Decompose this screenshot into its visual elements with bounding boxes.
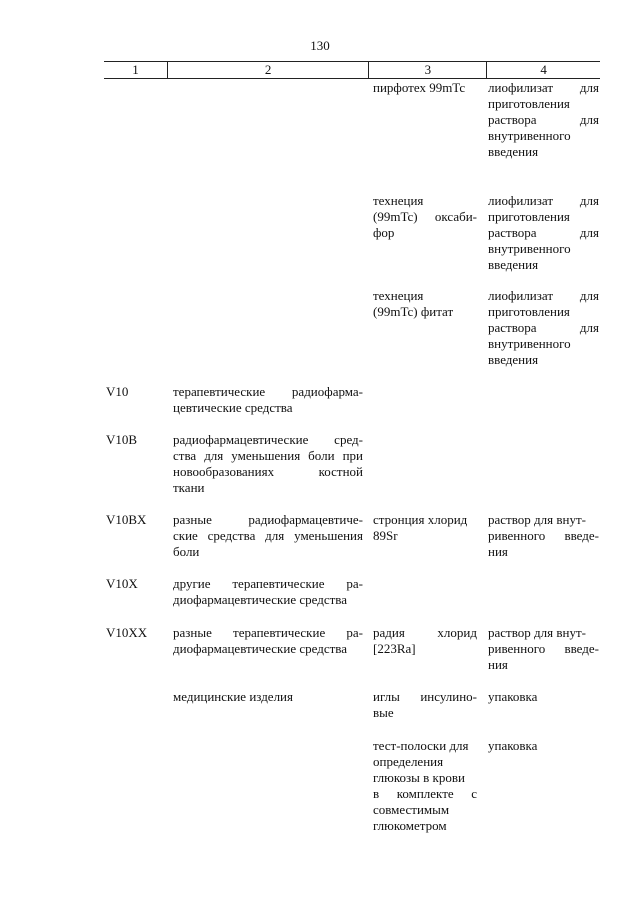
atx-code-cell bbox=[106, 576, 166, 592]
atx-code-cell bbox=[106, 625, 166, 641]
text-line: лиофилизат для bbox=[488, 80, 599, 95]
text-line: ткани bbox=[173, 480, 205, 495]
atx-code: V10XX bbox=[106, 625, 148, 640]
dosage-form-cell bbox=[488, 689, 599, 705]
text-line: ские средства для уменьшения bbox=[173, 528, 363, 543]
text-line: введения bbox=[488, 144, 539, 159]
group-name-cell bbox=[173, 512, 363, 560]
group-name-cell bbox=[173, 689, 363, 705]
table-header bbox=[104, 61, 600, 79]
text-line: введения bbox=[488, 257, 539, 272]
text-line: пирфотех 99mTc bbox=[373, 80, 466, 95]
text-line: технеция bbox=[373, 288, 424, 303]
text-line: глюкометром bbox=[373, 818, 447, 833]
text-line: раствор для внут- bbox=[488, 625, 586, 640]
text-line: упаковка bbox=[488, 738, 538, 753]
atx-code: V10 bbox=[106, 384, 129, 399]
text-line: ривенного введе- bbox=[488, 641, 599, 656]
atx-code: V10X bbox=[106, 576, 138, 591]
page-number: 130 bbox=[310, 38, 330, 53]
text-line: стронция хлорид bbox=[373, 512, 468, 527]
text-line: упаковка bbox=[488, 689, 538, 704]
text-line: внутривенного bbox=[488, 128, 571, 143]
text-line: ния bbox=[488, 544, 508, 559]
text-line: радиофармацевтические сред- bbox=[173, 432, 363, 447]
text-line: раствор для внут- bbox=[488, 512, 586, 527]
text-line: боли bbox=[173, 544, 200, 559]
atx-code-cell bbox=[106, 512, 166, 528]
text-line: терапевтические радиофарма- bbox=[173, 384, 363, 399]
text-line: вые bbox=[373, 705, 394, 720]
text-line: фор bbox=[373, 225, 395, 240]
text-line: лиофилизат для bbox=[488, 193, 599, 208]
dosage-form-cell bbox=[488, 288, 599, 368]
drug-name-cell bbox=[373, 689, 477, 721]
header-col-3: 3 bbox=[368, 62, 486, 78]
text-line: разные терапевтические ра- bbox=[173, 625, 363, 640]
text-line: введения bbox=[488, 352, 539, 367]
text-line: диофармацевтические средства bbox=[173, 641, 348, 656]
atx-code: V10BX bbox=[106, 512, 147, 527]
dosage-form-cell bbox=[488, 625, 599, 673]
header-col-2: 2 bbox=[167, 62, 369, 78]
text-line: медицинские изделия bbox=[173, 689, 293, 704]
text-line: совместимым bbox=[373, 802, 450, 817]
text-line: глюкозы в крови bbox=[373, 770, 465, 785]
header-col-4: 4 bbox=[486, 62, 600, 78]
text-line: тест-полоски для bbox=[373, 738, 469, 753]
group-name-cell bbox=[173, 384, 363, 416]
text-line: технеция bbox=[373, 193, 424, 208]
atx-code-cell bbox=[106, 384, 166, 400]
group-name-cell bbox=[173, 625, 363, 657]
text-line: иглы инсулино- bbox=[373, 689, 477, 704]
group-name-cell bbox=[173, 432, 363, 496]
atx-code-cell bbox=[106, 432, 166, 448]
dosage-form-cell bbox=[488, 80, 599, 160]
text-line: новообразованиях костной bbox=[173, 464, 363, 479]
text-line: внутривенного bbox=[488, 336, 571, 351]
drug-name-cell bbox=[373, 288, 477, 320]
text-line: приготовления bbox=[488, 304, 570, 319]
drug-name-cell bbox=[373, 80, 477, 96]
text-line: ния bbox=[488, 657, 508, 672]
text-line: [223Ra] bbox=[373, 641, 416, 656]
text-line: разные радиофармацевтиче- bbox=[173, 512, 363, 527]
text-line: ривенного введе- bbox=[488, 528, 599, 543]
text-line: 89Sr bbox=[373, 528, 398, 543]
text-line: в комплекте с bbox=[373, 786, 477, 801]
atx-code: V10B bbox=[106, 432, 138, 447]
text-line: приготовления bbox=[488, 96, 570, 111]
text-line: лиофилизат для bbox=[488, 288, 599, 303]
text-line: раствора для bbox=[488, 320, 599, 335]
dosage-form-cell bbox=[488, 512, 599, 560]
text-line: радия хлорид bbox=[373, 625, 477, 640]
text-line: (99mTc) оксаби- bbox=[373, 209, 477, 224]
dosage-form-cell bbox=[488, 193, 599, 273]
text-line: приготовления bbox=[488, 209, 570, 224]
text-line: определения bbox=[373, 754, 444, 769]
text-line: раствора для bbox=[488, 225, 599, 240]
text-line: раствора для bbox=[488, 112, 599, 127]
text-line: внутривенного bbox=[488, 241, 571, 256]
text-line: цевтические средства bbox=[173, 400, 293, 415]
header-col-1: 1 bbox=[132, 62, 139, 77]
dosage-form-cell bbox=[488, 738, 599, 754]
text-line: другие терапевтические ра- bbox=[173, 576, 363, 591]
drug-name-cell bbox=[373, 738, 477, 834]
text-line: диофармацевтические средства bbox=[173, 592, 348, 607]
drug-name-cell bbox=[373, 512, 477, 544]
drug-name-cell bbox=[373, 625, 477, 657]
drug-name-cell bbox=[373, 193, 477, 241]
text-line: ства для уменьшения боли при bbox=[173, 448, 363, 463]
group-name-cell bbox=[173, 576, 363, 608]
text-line: (99mTc) фитат bbox=[373, 304, 454, 319]
